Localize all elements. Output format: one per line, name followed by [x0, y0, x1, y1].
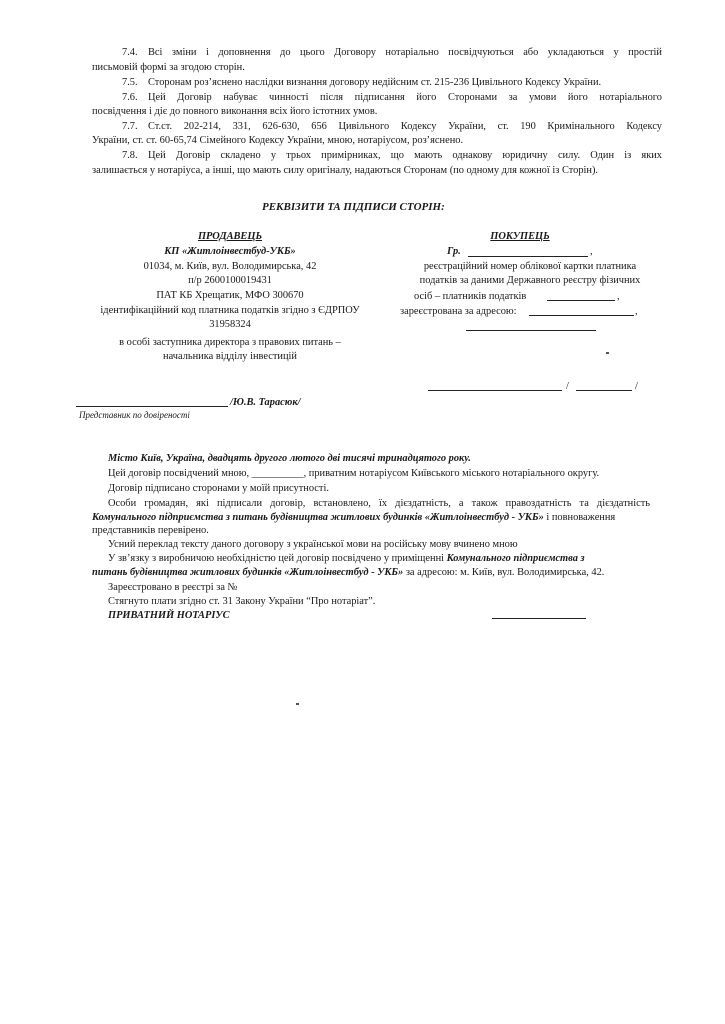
notary-identity-enterprise: Комунального підприємства з питань будівництва житлових будинків «Житлоінвестбуд - УКБ»	[92, 512, 544, 523]
buyer-heading: ПОКУПЕЦЬ	[490, 231, 550, 242]
clause-7-6-number: 7.6.	[122, 92, 138, 103]
seller-signature-name: /Ю.В. Тарасюк/	[230, 397, 301, 408]
scan-speck-lower	[296, 703, 299, 705]
notary-premises-address: за адресою: м. Київ, вул. Володимирська, 42.	[403, 567, 605, 578]
notary-premises-text: У зв’язку з виробничою необхідністю цей договір посвідчено у приміщенні	[108, 553, 447, 564]
notary-premises-enterprise-a: Комунального підприємства з	[446, 553, 585, 564]
clause-7-6-line2: посвідчення і діє до повного виконання всіх його істотних умов.	[92, 106, 378, 117]
notary-premises-line1	[108, 552, 585, 565]
notary-fee: Стягнуто плати згідно ст. 31 Закону України “Про нотаріат”.	[108, 596, 376, 607]
clause-7-4-number: 7.4.	[122, 47, 138, 58]
buyer-address-field-1	[529, 315, 634, 316]
seller-bank: ПАТ КБ Хрещатик, МФО 300670	[156, 290, 304, 301]
buyer-signature-slash: /	[566, 381, 569, 392]
buyer-signature-line	[428, 390, 562, 391]
buyer-address-label: зареєстрована за адресою:	[400, 306, 517, 317]
buyer-signature-slash-end: /	[635, 381, 638, 392]
seller-representative-line1: в особі заступника директора з правових питань –	[119, 337, 341, 348]
clause-7-5-line1: Сторонам роз’яснено наслідки визнання договору недійсним ст. 215-236 Цивільного Кодексу України.	[148, 77, 602, 88]
clause-7-8-number: 7.8.	[122, 150, 138, 161]
clause-7-6-line1: Цей Договір набуває чинності після підписання його Сторонами за умови його нотаріального	[148, 92, 662, 103]
buyer-name-field	[468, 256, 588, 257]
clause-7-7-line2: України, ст. ст. 60-65,74 Сімейного Кодексу України, мною, нотаріусом, роз’яснено.	[92, 135, 464, 146]
seller-id-label: ідентифікаційний код платника податків згідно з ЄДРПОУ	[100, 305, 360, 316]
clause-7-5-number: 7.5.	[122, 77, 138, 88]
notary-identity-line1: Особи громадян, які підписали договір, встановлено, їх дієздатність, а також правоздатність та дієздатність	[108, 498, 650, 509]
seller-signature-line	[76, 406, 228, 407]
clause-7-7-line1: Ст.ст. 202-214, 331, 626-630, 656 Цивільного Кодексу України, ст. 190 Кримінального Кодексу	[148, 121, 662, 132]
notary-identity-authority: і повноваження	[543, 512, 616, 523]
notary-identity-line2	[92, 511, 615, 524]
notary-registry: Зареєстровано в реєстрі за №	[108, 582, 238, 593]
buyer-name-comma: ,	[590, 246, 593, 257]
buyer-address-field-2	[466, 330, 596, 331]
notary-certified-line	[108, 467, 599, 480]
seller-representative-caption: Представник по довіреності	[79, 410, 190, 420]
scan-speck	[606, 352, 609, 354]
clause-7-8-line1: Цей Договір складено у трьох примірниках, що мають однакову юридичну силу. Один із яких	[148, 150, 662, 161]
notary-city-date: Місто Київ, Україна, двадцять другого лютого дві тисячі тринадцятого року.	[108, 453, 471, 464]
buyer-address-comma: ,	[635, 306, 638, 317]
seller-id-code: 31958324	[209, 319, 251, 330]
buyer-signature-name-line	[576, 390, 632, 391]
buyer-tax-number-field	[547, 300, 615, 301]
notary-premises-enterprise-b: питань будівництва житлових будинків «Житлоінвестбуд - УКБ»	[92, 567, 404, 578]
seller-name: КП «Житлоінвестбуд-УКБ»	[164, 246, 296, 257]
notary-translation: Усний переклад тексту даного договору з української мови на російську мову вчинено мною	[108, 539, 518, 550]
buyer-reg-line2: податків за даними Державного реєстру фізичних	[419, 275, 641, 286]
seller-address: 01034, м. Київ, вул. Володимирська, 42	[143, 261, 317, 272]
clause-7-4-line2: письмовій формі за згодою сторін.	[92, 62, 245, 73]
clause-7-4-line1: Всі зміни і доповнення до цього Договору нотаріально посвідчуються або укладаються у простій	[148, 47, 662, 58]
notary-premises-line2	[92, 566, 604, 579]
notary-title: ПРИВАТНИЙ НОТАРІУС	[108, 610, 230, 621]
notary-name-blank: __________	[251, 468, 304, 479]
notary-identity-line3: представників перевірено.	[92, 525, 209, 536]
buyer-reg-line3: осіб – платників податків	[414, 291, 527, 302]
requisites-heading: РЕКВІЗИТИ ТА ПІДПИСИ СТОРІН:	[262, 201, 445, 213]
seller-representative-line2: начальника відділу інвестицій	[163, 351, 297, 362]
seller-account: п/р 2600100019431	[188, 275, 272, 286]
notary-certified-a: Цей договір посвідчений мною,	[108, 468, 252, 479]
clause-7-8-line2: залишається у нотаріуса, а інші, що мають силу оригіналу, надаються Сторонам (по одному для кожної із Сторін).	[92, 165, 599, 176]
notary-signed: Договір підписано сторонами у моїй присутності.	[108, 483, 329, 494]
clause-7-7-number: 7.7.	[122, 121, 138, 132]
buyer-reg-line1: реєстраційний номер облікової картки платника	[423, 261, 637, 272]
notary-certified-b: , приватним нотаріусом Київського міського нотаріального округу.	[303, 468, 600, 479]
seller-heading: ПРОДАВЕЦЬ	[197, 231, 263, 242]
buyer-name-prefix: Гр.	[447, 246, 461, 257]
notary-signature-line	[492, 618, 586, 619]
buyer-tax-comma: ,	[617, 291, 620, 302]
